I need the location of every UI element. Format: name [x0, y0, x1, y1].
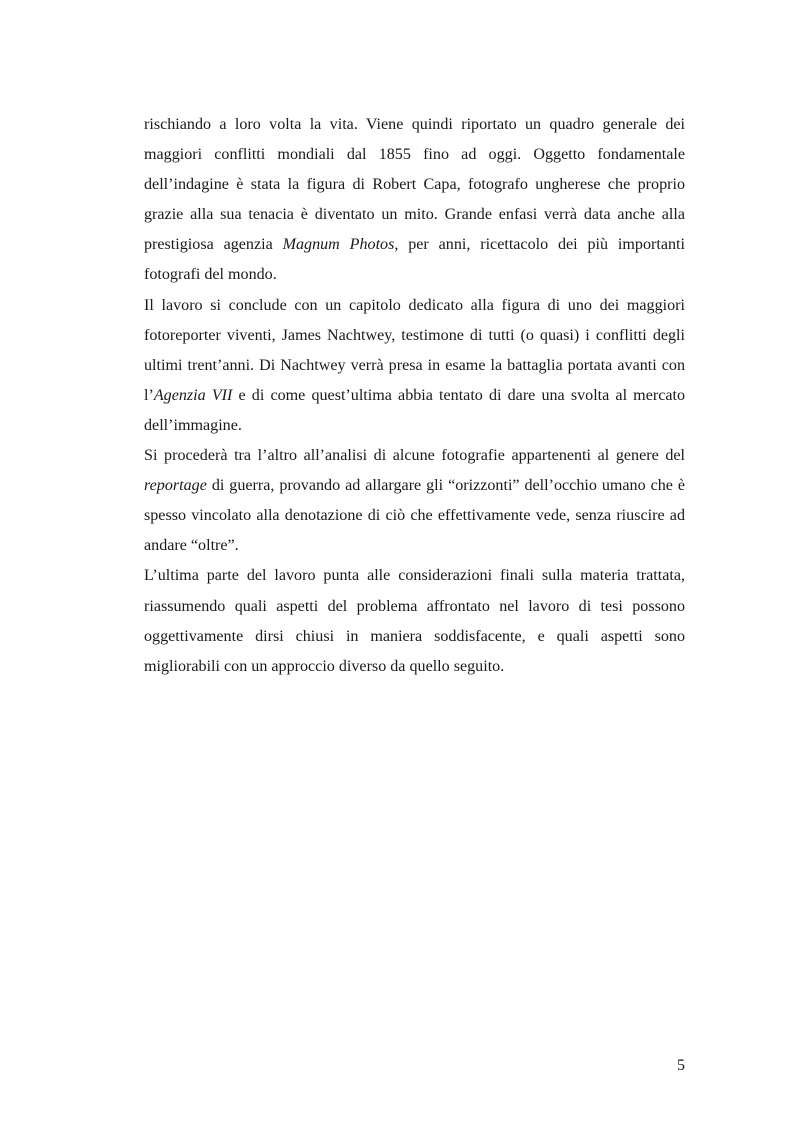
reportage-italic: reportage	[144, 477, 207, 495]
paragraph-1	[144, 110, 685, 291]
magnum-photos-italic: Magnum Photos	[282, 236, 395, 254]
paragraph-3	[144, 441, 685, 561]
paragraph-3-text-a: Si procederà tra l’altro all’analisi di alcune fotografie appartenenti al genere del	[144, 447, 685, 465]
paragraph-4-text: L’ultima parte del lavoro punta alle considerazioni finali sulla materia trattata, riassumendo quali aspetti del problema affrontato nel lavoro di tesi possono oggettivamente dirsi chiusi in maniera soddisfacente, e quali aspetti sono migliorabili con un approccio diverso da quello seguito.	[144, 567, 685, 675]
body-text	[144, 110, 685, 682]
paragraph-1-text-b: , per anni, ricettacolo dei più importanti fotografi del mondo.	[144, 236, 685, 284]
paragraph-4	[144, 561, 685, 681]
page-number: 5	[677, 1057, 685, 1074]
paragraph-2	[144, 291, 685, 441]
paragraph-2-text-a: Il lavoro si conclude con un capitolo dedicato alla figura di uno dei maggiori fotoreporter viventi, James Nachtwey, testimone di tutti (o quasi) i conflitti degli ultimi trent’anni. Di Nachtwey verrà presa in esame la battaglia portata avanti con l’	[144, 296, 685, 404]
paragraph-2-text-b: e di come quest’ultima abbia tentato di dare una svolta al mercato dell’immagine.	[144, 386, 685, 434]
paragraph-1-text-a: rischiando a loro volta la vita. Viene quindi riportato un quadro generale dei maggiori conflitti mondiali dal 1855 fino ad oggi. Oggetto fondamentale dell’indagine è stata la figura di Robert Capa, fotografo ungherese che proprio grazie alla sua tenacia è diventato un mito. Grande enfasi verrà data anche alla prestigiosa agenzia	[144, 116, 685, 254]
paragraph-3-text-b: di guerra, provando ad allargare gli “orizzonti” dell’occhio umano che è spesso vincolato alla denotazione di ciò che effettivamente vede, senza riuscire ad andare “oltre”.	[144, 477, 685, 555]
agenzia-vii-italic: Agenzia VII	[153, 386, 233, 404]
